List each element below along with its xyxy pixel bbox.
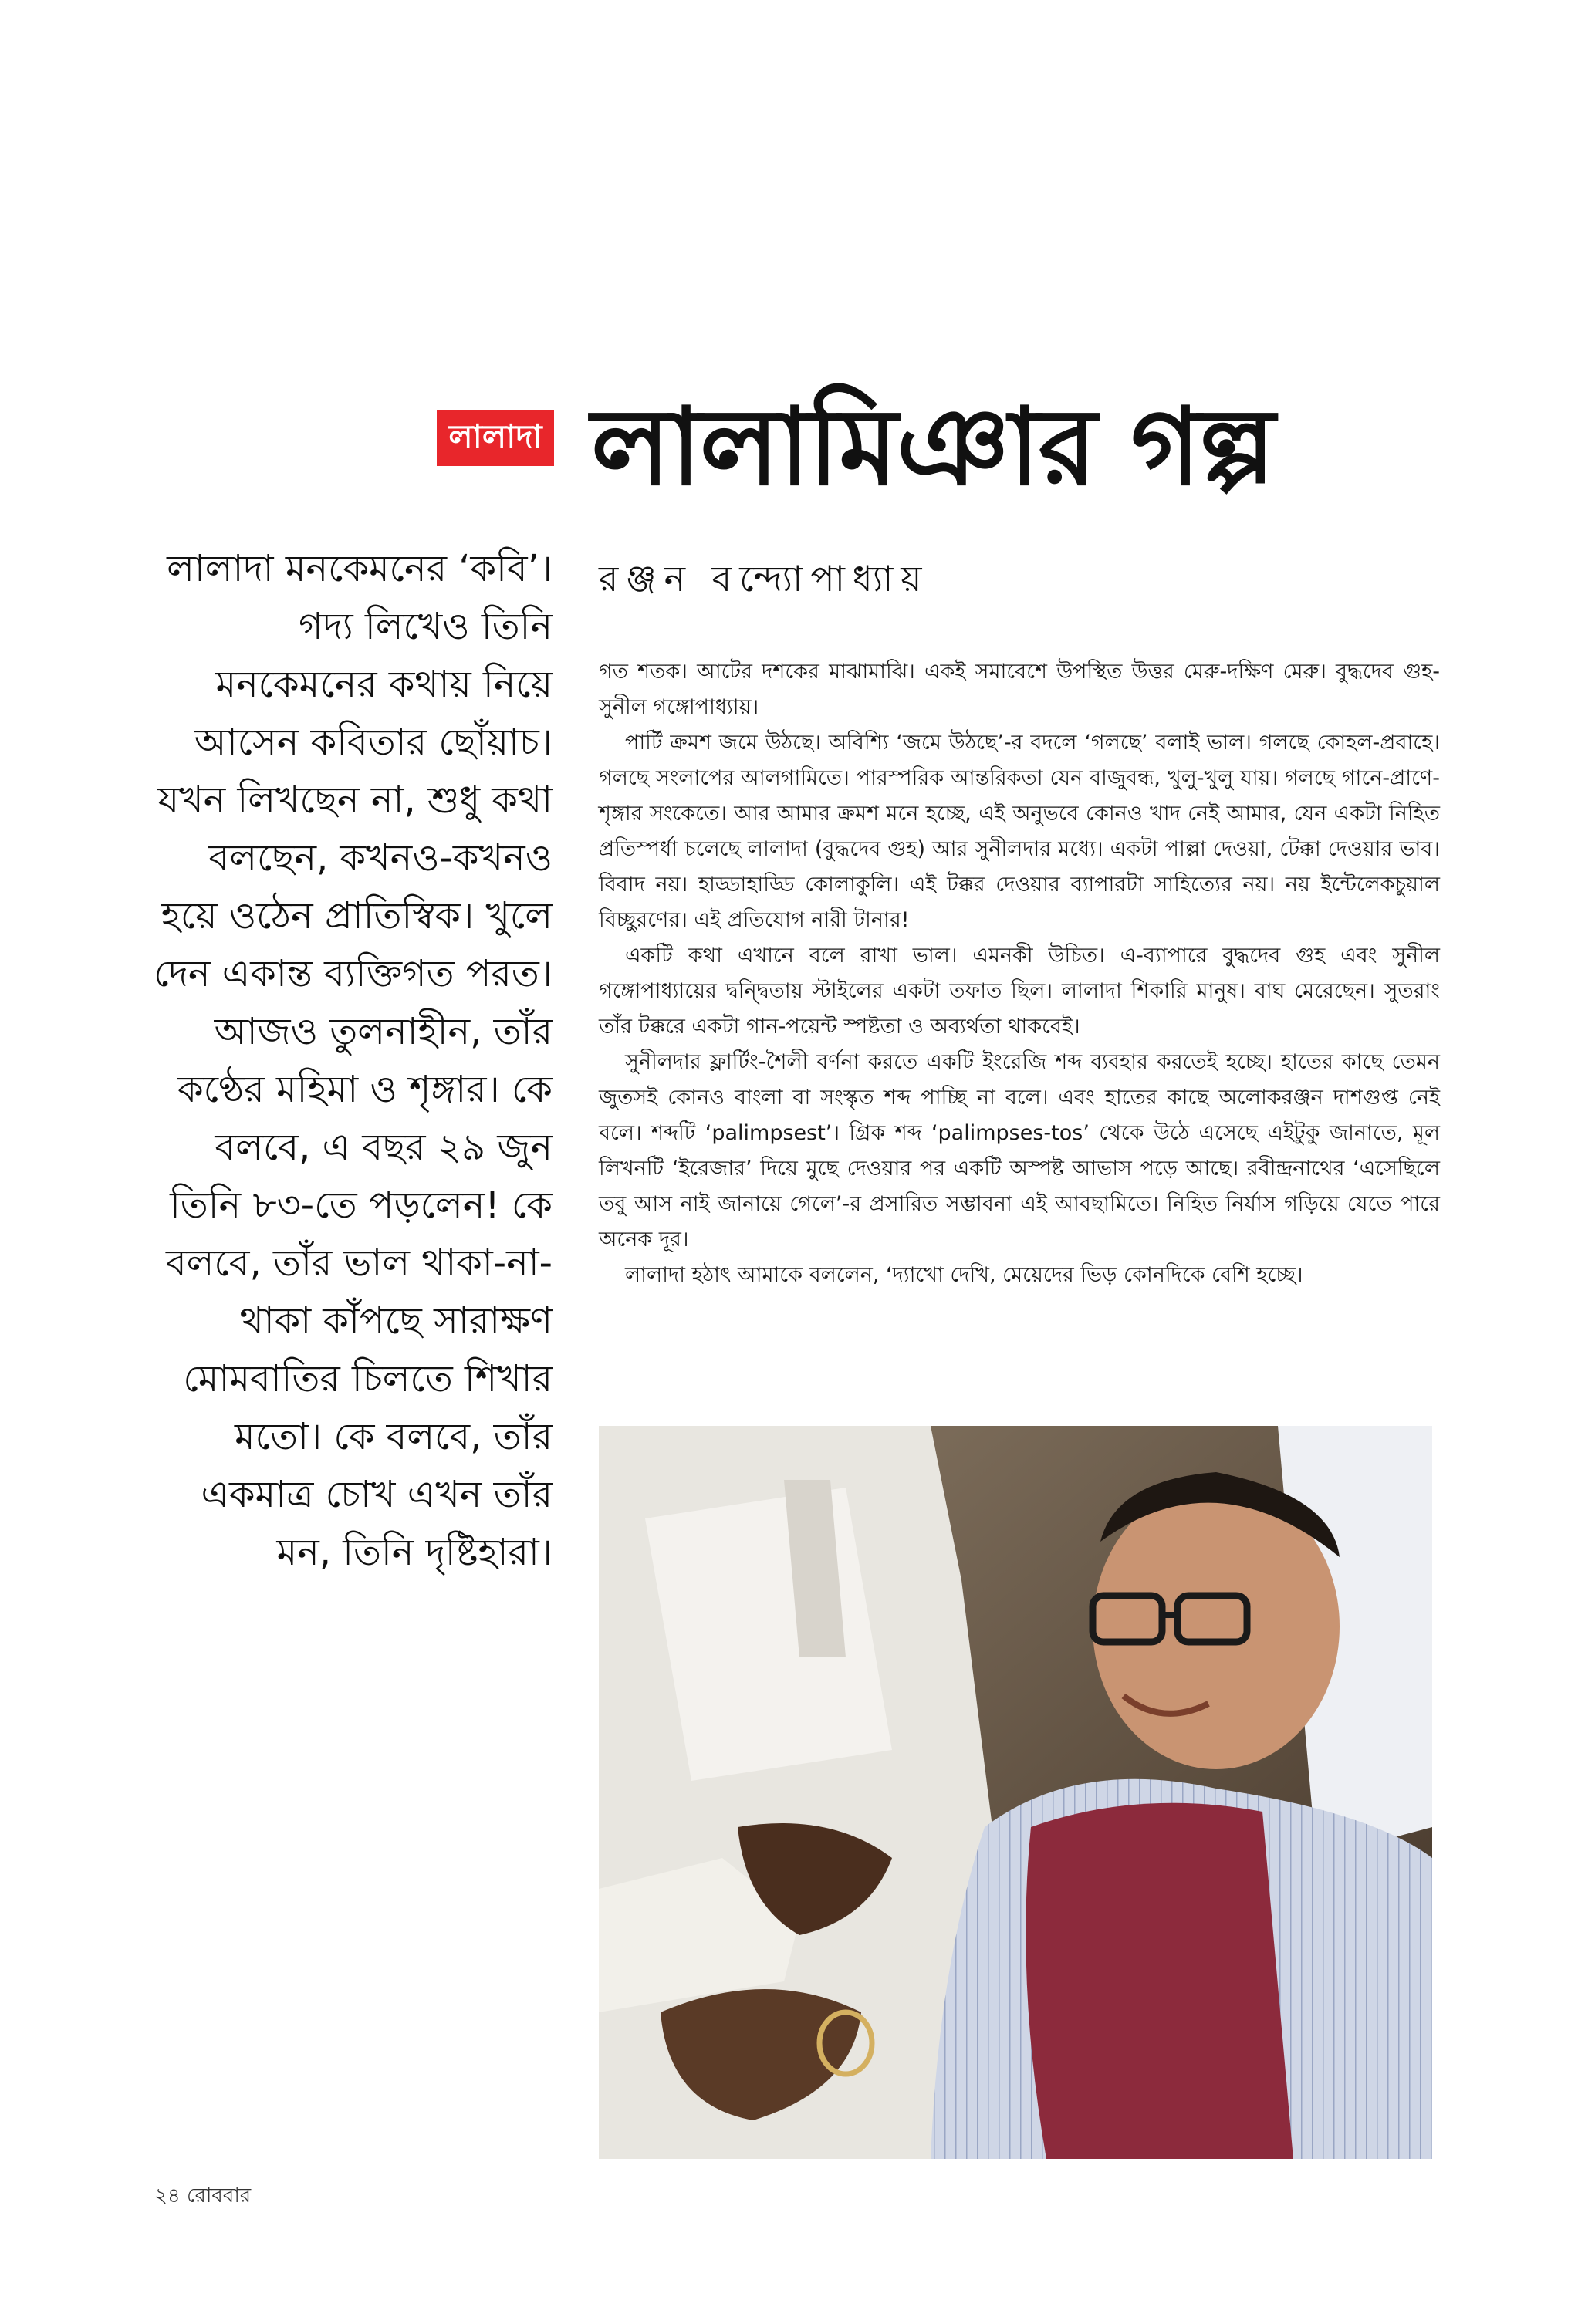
photo-illustration <box>599 1426 1432 2159</box>
paragraph-3: একটি কথা এখানে বলে রাখা ভাল। এমনকী উচিত। এ-ব্যাপারে বুদ্ধদেব গুহ এবং সুনীল গঙ্গোপাধ্যায়ের দ্বন্দ্বিতায় স্টাইলের একটা তফাত ছিল। লালাদা শিকারি মানুষ। বাঘ মেরেছেন। সুতরাং তাঁর টক্করে একটা গান-পয়েন্ট স্পষ্টতা ও অব্যর্থতা থাকবেই। <box>599 944 1440 1039</box>
paragraph-5: লালাদা হঠাৎ আমাকে বললেন, ‘দ্যাখো দেখি, মেয়েদের ভিড় কোনদিকে বেশি হচ্ছে। <box>625 1263 1303 1287</box>
headline: লালামিঞার গল্প <box>591 385 1274 509</box>
article-body <box>599 654 1440 1349</box>
section-tag: লালাদা <box>437 410 554 466</box>
paragraph-4: সুনীলদার ফ্লার্টিং-শৈলী বর্ণনা করতে একটি ইংরেজি শব্দ ব্যবহার করতেই হচ্ছে। হাতের কাছে তেমন জুতসই কোনও বাংলা বা সংস্কৃত শব্দ পাচ্ছি না বলে। এবং হাতের কাছে অলোকরঞ্জন দাশগুপ্ত নেই বলে। শব্দটি ‘palimpsest’। গ্রিক শব্দ ‘palimpses-tos’ থেকে উঠে এসেছে এইটুকু জানাতে, মূল লিখনটি ‘ইরেজার’ দিয়ে মুছে দেওয়ার পর একটি অস্পষ্ট আভাস পড়ে আছে। রবীন্দ্রনাথের ‘এসেছিলে তবু আস নাই জানায়ে গেলে’-র প্রসারিত সম্ভাবনা এই আবছামিতে। নিহিত নির্যাস গড়িয়ে যেতে পারে অনেক দূর। <box>599 1050 1440 1252</box>
pull-quote: লালাদা মনকেমনের ‘কবি’। গদ্য লিখেও তিনি মনকেমনের কথায় নিয়ে আসেন কবিতার ছোঁয়াচ। যখন লিখছেন না, শুধু কথা বলছেন, কখনও-কখনও হয়ে ওঠেন প্রাতিস্বিক। খুলে দেন একান্ত ব্যক্তিগত পরত। আজও তুলনাহীন, তাঁর কণ্ঠের মহিমা ও শৃঙ্গার। কে বলবে, এ বছর ২৯ জুন তিনি ৮৩-তে পড়লেন! কে বলবে, তাঁর ভাল থাকা-না-থাকা কাঁপছে সারাক্ষণ মোমবাতির চিলতে শিখার মতো। কে বলবে, তাঁর একমাত্র চোখ এখন তাঁর মন, তিনি দৃষ্টিহারা। <box>154 547 553 1574</box>
paragraph-1: গত শতক। আটের দশকের মাঝামাঝি। একই সমাবেশে উপস্থিত উত্তর মেরু-দক্ষিণ মেরু। বুদ্ধদেব গুহ-সুনীল গঙ্গোপাধ্যায়। <box>599 660 1440 719</box>
byline: রঞ্জন বন্দ্যোপাধ্যায় <box>599 558 930 600</box>
article-photo <box>599 1426 1432 2159</box>
page-folio: ২৪ রোববার <box>154 2184 252 2207</box>
paragraph-2: পার্টি ক্রমশ জমে উঠছে। অবিশ্যি ‘জমে উঠছে’-র বদলে ‘গলছে’ বলাই ভাল। গলছে কোহল-প্রবাহে। গলছে সংলাপের আলগামিতে। পারস্পরিক আন্তরিকতা যেন বাজুবন্ধ, খুলু-খুলু যায়। গলছে গানে-প্রাণে-শৃঙ্গার সংকেতে। আর আমার ক্রমশ মনে হচ্ছে, এই অনুভবে কোনও খাদ নেই আমার, যেন একটা নিহিত প্রতিস্পর্ধা চলেছে লালাদা (বুদ্ধদেব গুহ) আর সুনীলদার মধ্যে। একটা পাল্লা দেওয়া, টেক্কা দেওয়ার ভাব। বিবাদ নয়। হাড্ডাহাড্ডি কোলাকুলি। এই টক্কর দেওয়ার ব্যাপারটা সাহিত্যের নয়। নয় ইন্টেলেকচুয়াল বিচ্ছুরণের। এই প্রতিযোগ নারী টানার! <box>599 731 1440 932</box>
